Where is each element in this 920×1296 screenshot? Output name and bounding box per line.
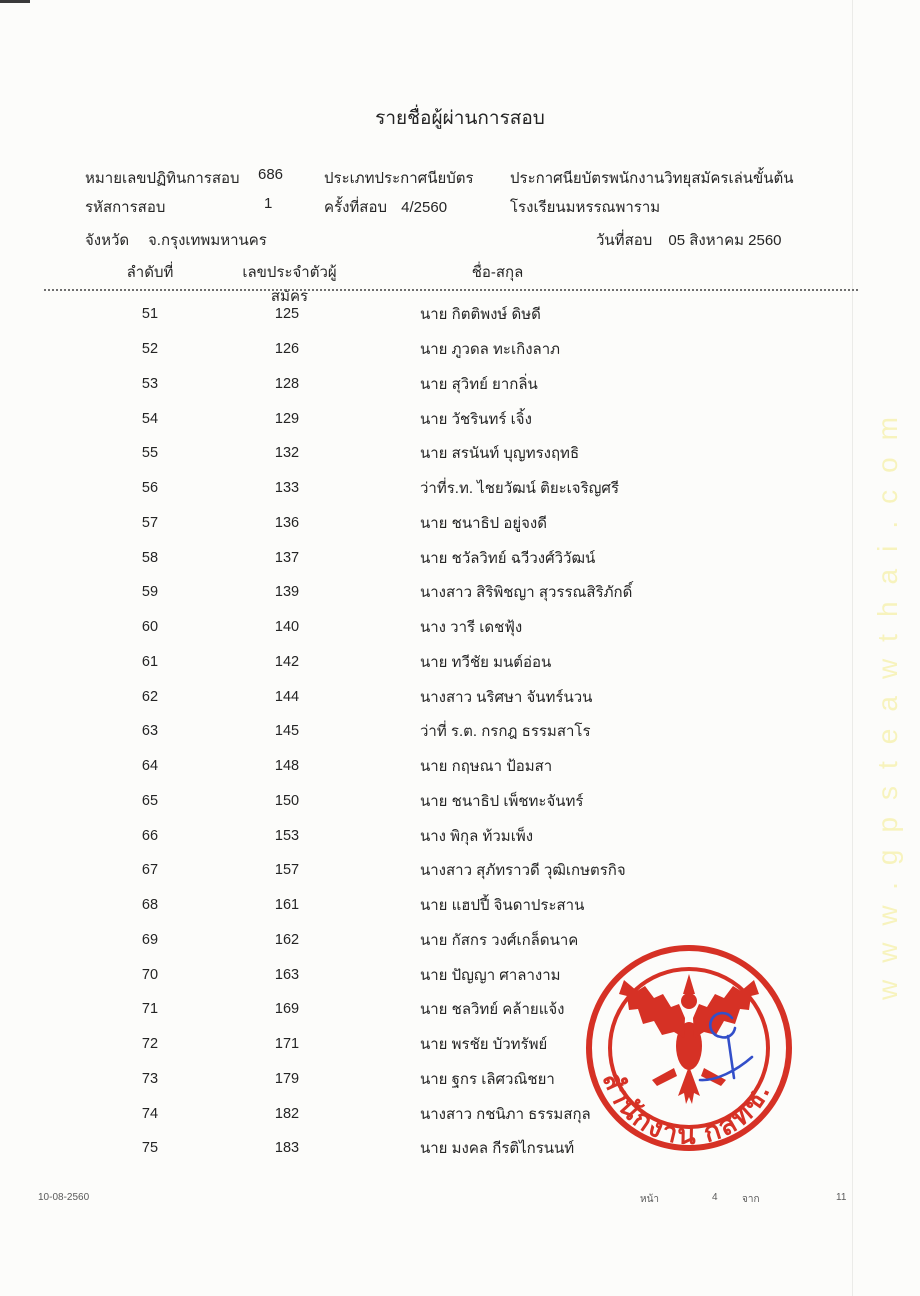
table-row [0,471,920,506]
exam-session-value: 4/2560 [401,199,448,216]
row-seq: 54 [141,410,159,427]
row-name: นาย ชลวิทย์ คล้ายแจ้ง [420,1001,565,1019]
row-applicant-id: 144 [274,688,300,705]
row-name: นางสาว กชนิภา ธรรมสกุล [420,1105,591,1123]
exam-date-value: 05 สิงหาคม 2560 [668,232,782,249]
table-row [0,610,920,645]
certificate-type-label: ประเภทประกาศนียบัตร [324,170,474,187]
row-applicant-id: 169 [274,1001,300,1018]
exam-calendar-number-label: หมายเลขปฏิทินการสอบ [85,170,240,187]
row-seq: 75 [141,1140,159,1157]
exam-code-value: 1 [264,195,273,212]
row-applicant-id: 142 [274,653,300,670]
row-seq: 73 [141,1070,159,1087]
page-number: 4 [712,1192,718,1203]
table-header [0,260,920,305]
province-label: จังหวัด [85,232,130,249]
page-word-label: หน้า [640,1194,660,1205]
row-seq: 69 [141,931,159,948]
row-name: นาย ชนาธิป เพ็ชทะจันทร์ [420,792,584,810]
row-applicant-id: 171 [274,1036,300,1053]
dotted-separator [44,289,858,291]
watermark-url-text: www.gpsteawthai.com [872,400,903,1001]
page-title: รายชื่อผู้ผ่านการสอบ [375,108,545,129]
row-name: นาย มงคล กีรติไกรนนท์ [420,1140,575,1158]
exam-session [324,195,447,219]
row-seq: 56 [141,480,159,497]
row-name: ว่าที่ร.ท. ไชยวัฒน์ ติยะเจริญศรี [420,480,620,498]
table-row [0,436,920,471]
table-row [0,367,920,402]
table-row [0,749,920,784]
row-name: นาย ชวัลวิทย์ ฉวีวงศ์วิวัฒน์ [420,549,596,567]
row-name: นาย สรนันท์ บุญทรงฤทธิ [420,445,580,463]
table-row [0,714,920,749]
table-row [0,506,920,541]
row-seq: 67 [141,862,159,879]
row-name: นาย ชนาธิป อยู่จงดี [420,514,547,532]
row-applicant-id: 150 [274,792,300,809]
table-row [0,679,920,714]
row-seq: 58 [141,549,159,566]
table-row [0,888,920,923]
row-applicant-id: 137 [274,549,300,566]
table-row [0,401,920,436]
row-name: นาย ฐกร เลิศวณิชยา [420,1070,555,1088]
row-seq: 72 [141,1036,159,1053]
row-name: นาย กฤษณา ป้อมสา [420,758,553,776]
row-name: นาย แฮปปี้ จินดาประสาน [420,897,585,915]
row-seq: 51 [141,306,159,323]
table-row [0,645,920,680]
row-applicant-id: 145 [274,723,300,740]
print-date: 10-08-2560 [38,1192,90,1203]
row-seq: 61 [141,653,159,670]
table-row [0,297,920,332]
row-applicant-id: 139 [274,584,300,601]
row-name: ว่าที่ ร.ต. กรกฎ ธรรมสาโร [420,723,591,741]
row-name: นางสาว สุภัทราวดี วุฒิเกษตรกิจ [420,862,626,880]
row-applicant-id: 148 [274,758,300,775]
exam-session-label: ครั้งที่สอบ [324,199,387,216]
row-applicant-id: 126 [274,341,300,358]
row-seq: 64 [141,758,159,775]
table-row [0,540,920,575]
row-seq: 59 [141,584,159,601]
row-seq: 71 [141,1001,159,1018]
row-seq: 60 [141,619,159,636]
row-seq: 52 [141,341,159,358]
row-seq: 68 [141,897,159,914]
row-seq: 53 [141,375,159,392]
stamp-text: สำนักงาน กสทช. [596,1067,777,1150]
column-header-name: ชื่อ-สกุล [471,264,524,281]
row-seq: 55 [141,445,159,462]
exam-date [596,228,782,252]
row-name: นาย ภูวดล ทะเกิงลาภ [420,341,561,359]
scan-artifact-top-line [0,0,30,3]
row-seq: 70 [141,966,159,983]
exam-venue: โรงเรียนมหรรณพาราม [510,199,661,216]
row-applicant-id: 183 [274,1140,300,1157]
row-name: นางสาว นริศษา จันทร์นวน [420,688,593,706]
row-seq: 57 [141,514,159,531]
row-seq: 62 [141,688,159,705]
column-header-sequence: ลำดับที่ [126,264,174,281]
table-row [0,575,920,610]
row-applicant-id: 182 [274,1105,300,1122]
row-seq: 66 [141,827,159,844]
row-applicant-id: 161 [274,897,300,914]
certificate-type-value: ประกาศนียบัตรพนักงานวิทยุสมัครเล่นขั้นต้น [510,170,794,187]
row-applicant-id: 133 [274,480,300,497]
row-name: นางสาว สิริพิชญา สุวรรณสิริภักดิ์ [420,584,633,602]
official-stamp [582,944,796,1158]
of-word-label: จาก [742,1194,760,1205]
row-applicant-id: 125 [274,306,300,323]
row-name: นาย ทวีชัย มนต์อ่อน [420,653,552,671]
table-row [0,332,920,367]
table-row [0,818,920,853]
row-applicant-id: 132 [274,445,300,462]
row-name: นาง พิกุล ท้วมเพ็ง [420,827,534,845]
row-name: นาง วารี เดชฟุ้ง [420,619,523,637]
row-seq: 74 [141,1105,159,1122]
total-pages: 11 [836,1192,847,1203]
row-name: นาย วัชรินทร์ เจิ้ง [420,410,532,428]
row-applicant-id: 140 [274,619,300,636]
exam-calendar-number-value: 686 [258,166,284,183]
row-name: นาย พรชัย บัวทรัพย์ [420,1036,548,1054]
row-name: นาย กัสกร วงศ์เกล็ดนาค [420,931,579,949]
province-value: จ.กรุงเทพมหานคร [148,232,267,249]
row-seq: 63 [141,723,159,740]
table-row [0,853,920,888]
row-applicant-id: 128 [274,375,300,392]
row-applicant-id: 153 [274,827,300,844]
row-applicant-id: 162 [274,931,300,948]
exam-code-label: รหัสการสอบ [85,199,166,216]
row-seq: 65 [141,792,159,809]
column-header-applicant-id: เลขประจำตัวผู้สมัคร [242,264,337,305]
row-name: นาย ปัญญา ศาลางาม [420,966,561,984]
row-applicant-id: 157 [274,862,300,879]
row-name: นาย กิตติพงษ์ ดิษดี [420,306,541,324]
table-row [0,784,920,819]
row-applicant-id: 179 [274,1070,300,1087]
row-applicant-id: 136 [274,514,300,531]
row-applicant-id: 129 [274,410,300,427]
row-applicant-id: 163 [274,966,300,983]
garuda-emblem-icon [619,974,759,1104]
row-name: นาย สุวิทย์ ยากลิ่น [420,375,538,393]
exam-date-label: วันที่สอบ [596,232,653,249]
